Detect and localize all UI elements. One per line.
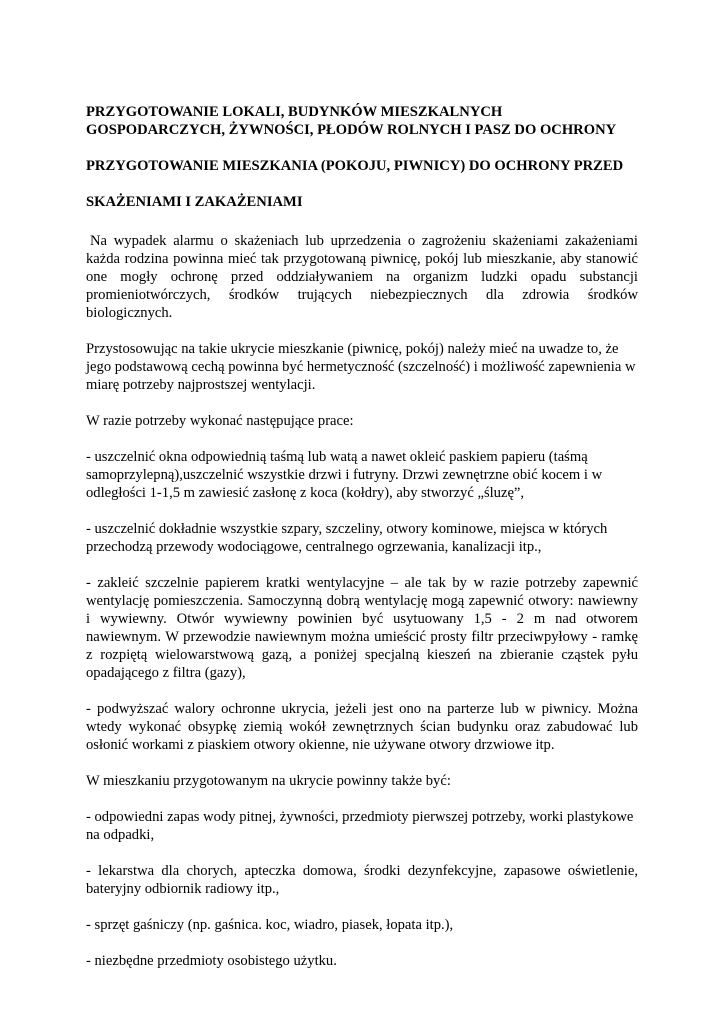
list-item-protection: - podwyższać walory ochronne ukrycia, jeżeli jest ono na parterze lub w piwnicy. Można wtedy wykonać obsypkę ziemią wokół zewnętrznych ścian budynku oraz zabudować lub osłonić workami z piaskiem otwory okienne, nie używane otwory drzwiowe itp. (86, 701, 638, 753)
list-item-ventilation: - zakleić szczelnie papierem kratki wentylacyjne – ale tak by w razie potrzeby zapewnić wentylację pomieszczenia. Samoczynną dobrą wentylację mogą zapewnić otwory: nawiewny i wywiewny. Otwór wywiewny powinien być usytuowany 1,5 - 2 m nad otworem nawiewnym. W przewodzie nawiewnym można umieścić prosty filtr przeciwpyłowy - ramkę z rozpiętą wielowarstwową gazą, a poniżej specjalną kieszeń na zbieranie cząstek pyłu opadającego z filtra (gazy), (86, 575, 638, 681)
section-heading-continued: SKAŻENIAMI I ZAKAŻENIAMI (86, 194, 303, 210)
paragraph-supplies-intro: W mieszkaniu przygotowanym na ukrycie powinny także być: (86, 773, 451, 789)
list-item-seal-windows: - uszczelnić okna odpowiednią taśmą lub watą a nawet okleić paskiem papieru (taśmą samoprzylepną),uszczelnić wszystkie drzwi i futryny. Drzwi zewnętrzne obić kocem i w odległości 1-1,5 m zawiesić zasłonę z koca (kołdry), aby stworzyć „śluzę”, (86, 449, 603, 501)
document-page (86, 103, 638, 988)
list-item-medicine: - lekarstwa dla chorych, apteczka domowa, środki dezynfekcyjne, zapasowe oświetlenie, bateryjny odbiornik radiowy itp., (86, 863, 638, 897)
paragraph-adaptation: Przystosowując na takie ukrycie mieszkanie (piwnicę, pokój) należy mieć na uwadze to, że jego podstawową cechą powinna być hermetyczność (szczelność) i możliwość zapewnienia w miarę potrzeby najprostszej wentylacji. (86, 341, 636, 393)
list-item-personal: - niezbędne przedmioty osobistego użytku. (86, 953, 337, 969)
list-item-seal-gaps: - uszczelnić dokładnie wszystkie szpary, szczeliny, otwory kominowe, miejsca w których przechodzą przewody wodociągowe, centralnego ogrzewania, kanalizacji itp., (86, 521, 608, 555)
list-item-firefighting: - sprzęt gaśniczy (np. gaśnica. koc, wiadro, piasek, łopata itp.), (86, 917, 454, 933)
main-heading: PRZYGOTOWANIE LOKALI, BUDYNKÓW MIESZKALNYCH GOSPODARCZYCH, ŻYWNOŚCI, PŁODÓW ROLNYCH I PASZ DO OCHRONY (86, 104, 617, 138)
paragraph-tasks-intro: W razie potrzeby wykonać następujące prace: (86, 413, 354, 429)
section-heading: PRZYGOTOWANIE MIESZKANIA (POKOJU, PIWNICY) DO OCHRONY PRZED (86, 158, 624, 174)
paragraph-intro: Na wypadek alarmu o skażeniach lub uprzedzenia o zagrożeniu skażeniami zakażeniami każda rodzina powinna mieć tak przygotowaną piwnicę, pokój lub mieszkanie, aby stanowić one mogły ochronę przed oddziaływaniem na organizm ludzki opadu substancji promieniotwórczych, środków trujących niebezpiecznych dla zdrowia środków biologicznych. (86, 233, 638, 321)
list-item-water-food: - odpowiedni zapas wody pitnej, żywności, przedmioty pierwszej potrzeby, worki plastykowe na odpadki, (86, 809, 634, 843)
